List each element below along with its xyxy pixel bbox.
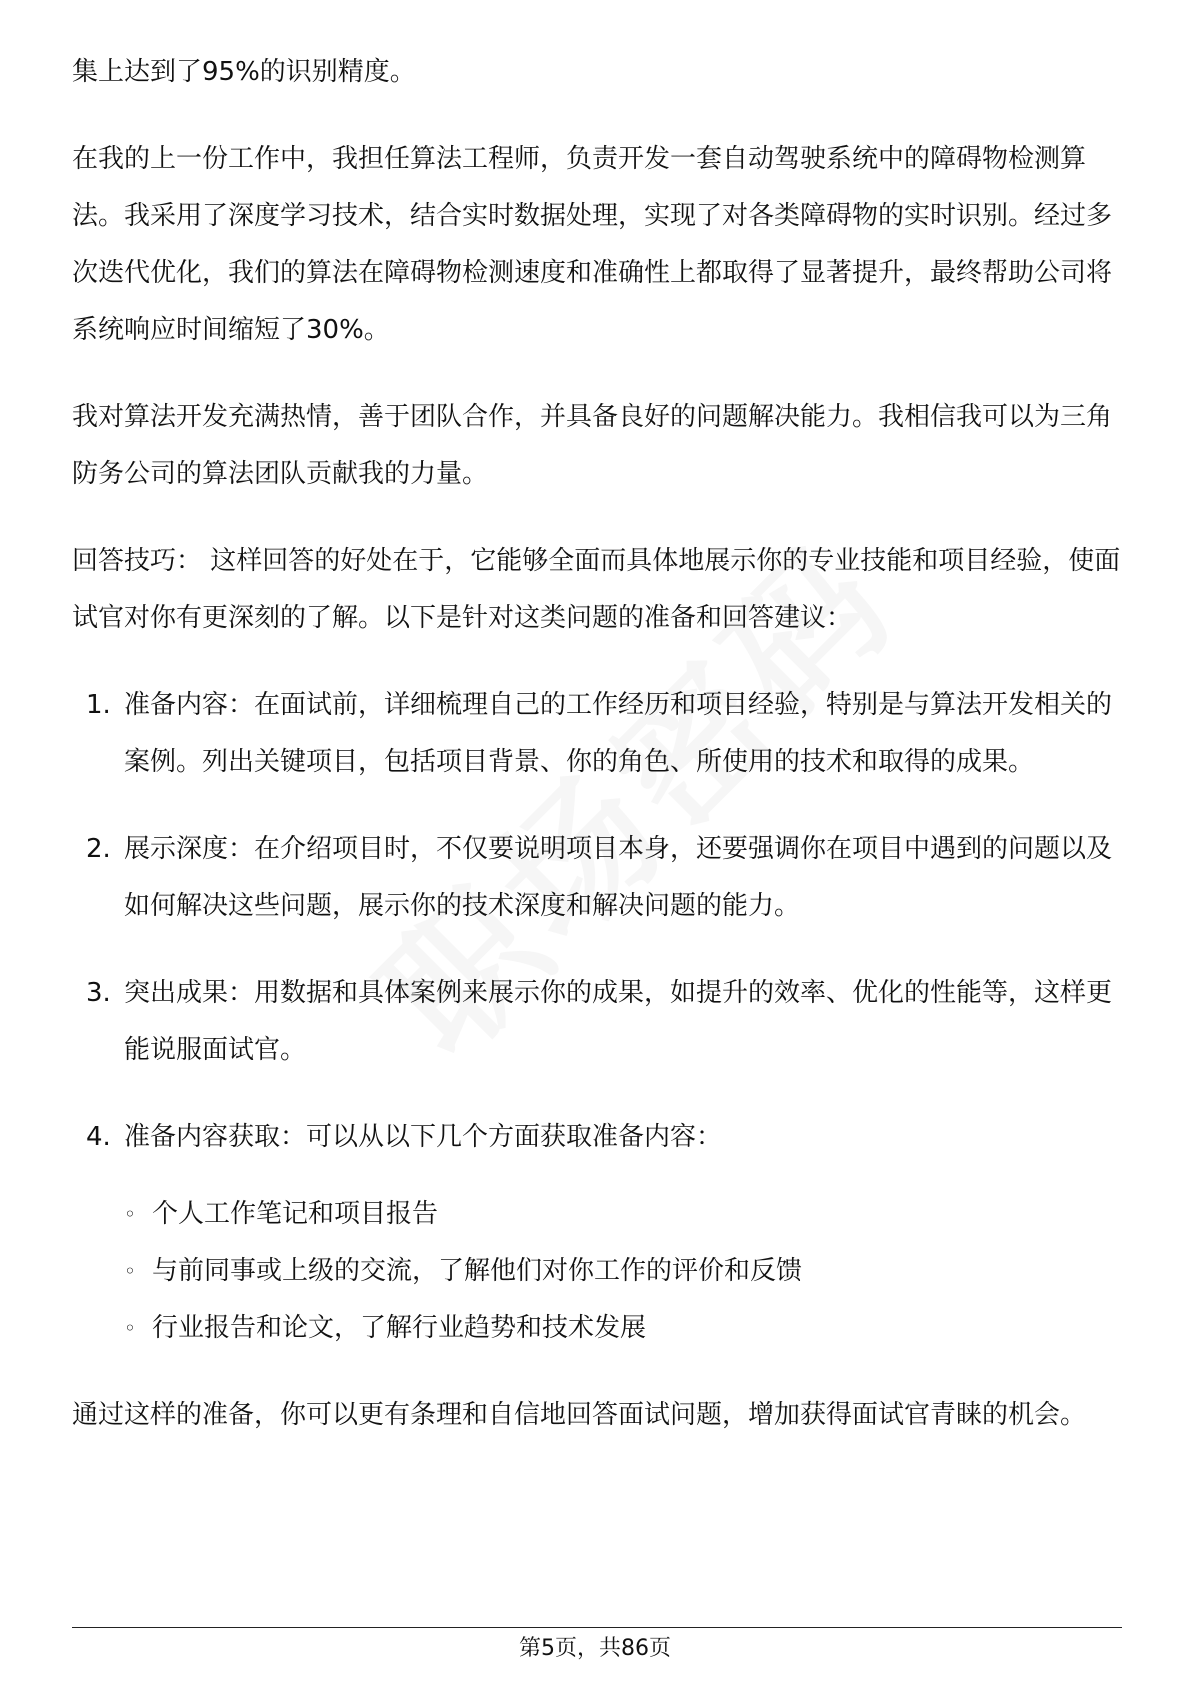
sources-sublist (124, 1186, 1122, 1357)
list-item (72, 965, 1122, 1079)
list-number: 4. (86, 1122, 111, 1152)
paragraph-continuation: 集上达到了95%的识别精度。 (72, 57, 416, 87)
list-item (72, 677, 1122, 791)
list-item-text: 准备内容：在面试前，详细梳理自己的工作经历和项目经验，特别是与算法开发相关的案例。列出关键项目，包括项目背景、你的角色、所使用的技术和取得的成果。 (124, 690, 1113, 777)
sublist-item-text: 与前同事或上级的交流，了解他们对你工作的评价和反馈 (152, 1256, 803, 1286)
bullet-icon: ◦ (124, 1259, 136, 1283)
sublist-item (124, 1243, 1122, 1300)
paragraph-passion: 我对算法开发充满热情，善于团队合作，并具备良好的问题解决能力。我相信我可以为三角防务公司的算法团队贡献我的力量。 (72, 402, 1113, 489)
footer-divider (72, 1627, 1122, 1628)
paragraph-previous-job: 在我的上一份工作中，我担任算法工程师，负责开发一套自动驾驶系统中的障碍物检测算法。我采用了深度学习技术，结合实时数据处理，实现了对各类障碍物的实时识别。经过多次迭代优化，我们的算法在障碍物检测速度和准确性上都取得了显著提升，最终帮助公司将系统响应时间缩短了30%。 (72, 144, 1113, 345)
list-item-text: 展示深度：在介绍项目时，不仅要说明项目本身，还要强调你在项目中遇到的问题以及如何解决这些问题，展示你的技术深度和解决问题的能力。 (124, 834, 1113, 921)
bullet-icon: ◦ (124, 1316, 136, 1340)
bullet-icon: ◦ (124, 1202, 136, 1226)
list-number: 3. (86, 978, 111, 1008)
sublist-item (124, 1186, 1122, 1243)
list-number: 1. (86, 690, 111, 720)
paragraph-answer-tips: 回答技巧： 这样回答的好处在于，它能够全面而具体地展示你的专业技能和项目经验，使面试官对你有更深刻的了解。以下是针对这类问题的准备和回答建议： (72, 546, 1121, 633)
document-body (72, 44, 1122, 1474)
sublist-item (124, 1300, 1122, 1357)
list-item (72, 821, 1122, 935)
list-item-text: 准备内容获取：可以从以下几个方面获取准备内容： (124, 1122, 723, 1152)
sublist-item-text: 个人工作笔记和项目报告 (152, 1199, 439, 1229)
sublist-item-text: 行业报告和论文，了解行业趋势和技术发展 (152, 1313, 647, 1343)
list-item-text: 突出成果：用数据和具体案例来展示你的成果，如提升的效率、优化的性能等，这样更能说服面试官。 (124, 978, 1113, 1065)
tips-list (72, 677, 1122, 1357)
list-item (72, 1109, 1122, 1357)
page-number: 第5页，共86页 (519, 1636, 671, 1661)
paragraph-closing: 通过这样的准备，你可以更有条理和自信地回答面试问题，增加获得面试官青睐的机会。 (72, 1400, 1087, 1430)
list-number: 2. (86, 834, 111, 864)
